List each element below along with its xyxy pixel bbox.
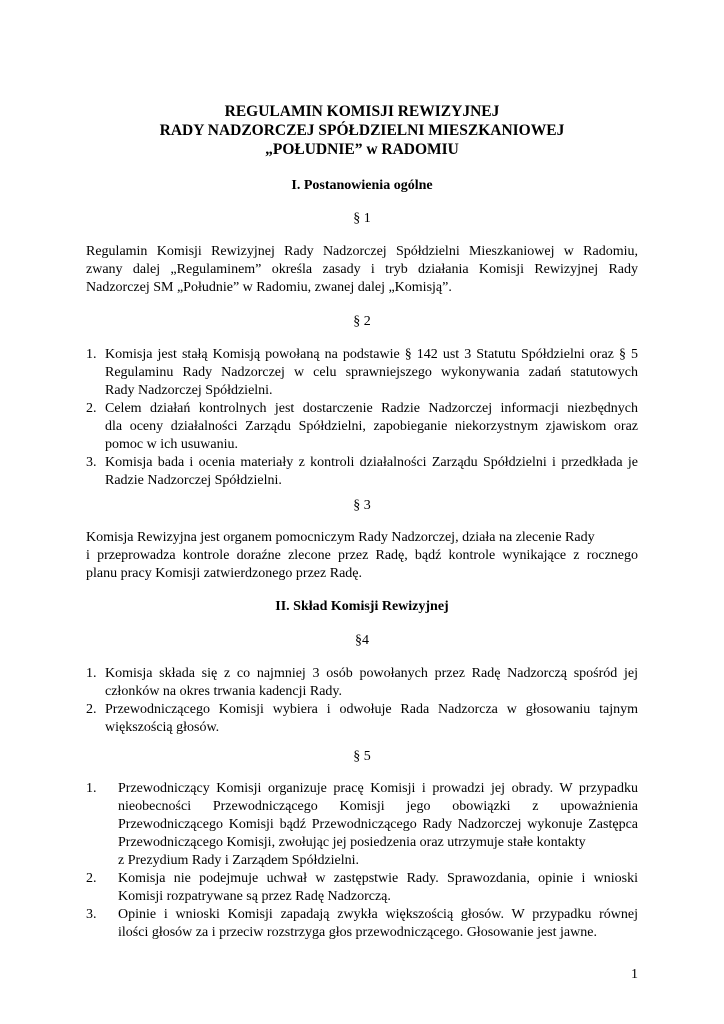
text-line: Komisja Rewizyjna jest organem pomocniczym Rady Nadzorczej, działa na zlecenie Rady	[86, 530, 595, 545]
list-number: 1.	[86, 781, 97, 796]
list-number: 3.	[86, 907, 97, 922]
paragraph-2-list	[86, 346, 638, 490]
list-number: 1.	[86, 666, 97, 681]
list-number: 2.	[86, 401, 97, 416]
paragraph-3-mark: § 3	[353, 498, 371, 513]
paragraph-5-list	[86, 780, 638, 942]
paragraph-2-mark: § 2	[353, 314, 371, 329]
text-line: Celem działań kontrolnych jest dostarczenie Radzie Nadzorczej informacji niezbędnych	[105, 401, 638, 416]
paragraph-4-mark: §4	[355, 633, 369, 648]
text-line: Komisja składa się z co najmniej 3 osób powołanych przez Radę Nadzorczą spośród jej	[105, 666, 638, 681]
text-line: Komisji rozpatrywane są przez Radę Nadzorczą.	[118, 889, 391, 904]
paragraph-1-mark: § 1	[353, 211, 371, 226]
paragraph-1-text	[86, 243, 638, 297]
title-line-3: „POŁUDNIE” w RADOMIU	[265, 141, 459, 158]
text-line: Regulaminu Rady Nadzorczej w celu sprawniejszego wykonywania zadań statutowych	[105, 365, 638, 380]
text-line: ilości głosów za i przeciw rozstrzyga głos przewodniczącego. Głosowanie jest jawne.	[118, 925, 597, 940]
document-title	[60, 102, 664, 159]
list-item	[86, 400, 638, 454]
text-line: i przeprowadza kontrole doraźne zlecone przez Radę, bądź kontrole wynikające z rocznego	[86, 548, 638, 563]
page-number: 1	[631, 967, 638, 982]
text-line: Komisja jest stałą Komisją powołaną na podstawie § 142 ust 3 Statutu Spółdzielni oraz § 5	[105, 347, 638, 362]
list-item	[86, 906, 638, 942]
text-line: z Prezydium Rady i Zarządem Spółdzielni.	[118, 853, 360, 868]
text-line: Przewodniczący Komisji organizuje pracę Komisji i prowadzi jej obrady. W przypadku	[118, 781, 638, 796]
paragraph-4-list	[86, 665, 638, 737]
text-line: Przewodniczącego Komisji bądź Przewodniczącego Rady Nadzorczej wykonuje Zastępca	[118, 817, 638, 832]
text-line: Regulamin Komisji Rewizyjnej Rady Nadzorczej Spółdzielni Mieszkaniowej w Radomiu,	[86, 244, 638, 259]
text-line: pomoc w ich usuwaniu.	[105, 437, 238, 452]
text-line: członków na okres trwania kadencji Rady.	[105, 684, 343, 699]
text-line: Komisja bada i ocenia materiały z kontroli działalności Zarządu Spółdzielni i przedkłada je	[105, 455, 638, 470]
title-line-1: REGULAMIN KOMISJI REWIZYJNEJ	[224, 103, 500, 120]
text-line: Przewodniczącego Komisji wybiera i odwołuje Rada Nadzorcza w głosowaniu tajnym	[105, 702, 638, 717]
text-line: Rady Nadzorczej Spółdzielni.	[105, 383, 273, 398]
list-number: 1.	[86, 347, 97, 362]
text-line: Przewodniczącego Komisji, zwołując jej posiedzenia oraz utrzymuje stałe kontakty	[118, 835, 586, 850]
text-line: dla oceny działalności Zarządu Spółdzielni, zapobieganie niekorzystnym zjawiskom oraz	[105, 419, 638, 434]
text-line: nieobecności Przewodniczącego Komisji jego obowiązki z upoważnienia	[118, 799, 638, 814]
text-line: Nadzorczej SM „Południe” w Radomiu, zwanej dalej „Komisją”.	[86, 280, 452, 295]
text-line: Opinie i wnioski Komisji zapadają zwykła większością głosów. W przypadku równej	[118, 907, 638, 922]
paragraph-3-text	[86, 529, 638, 583]
list-number: 2.	[86, 702, 97, 717]
list-item	[86, 701, 638, 737]
list-item	[86, 870, 638, 906]
paragraph-5-mark: § 5	[353, 749, 371, 764]
list-item	[86, 346, 638, 400]
section-1-heading: I. Postanowienia ogólne	[291, 178, 433, 193]
title-line-2: RADY NADZORCZEJ SPÓŁDZIELNI MIESZKANIOWEJ	[159, 122, 565, 139]
text-line: zwany dalej „Regulaminem” określa zasady i tryb działania Komisji Rewizyjnej Rady	[86, 262, 638, 277]
text-line: Komisja nie podejmuje uchwał w zastępstwie Rady. Sprawozdania, opinie i wnioski	[118, 871, 638, 886]
section-2-heading: II. Skład Komisji Rewizyjnej	[275, 599, 449, 614]
text-line: planu pracy Komisji zatwierdzonego przez Radę.	[86, 566, 363, 581]
text-line: Radzie Nadzorczej Spółdzielni.	[105, 473, 282, 488]
list-item	[86, 454, 638, 490]
list-item	[86, 665, 638, 701]
list-number: 2.	[86, 871, 97, 886]
list-item	[86, 780, 638, 870]
text-line: większością głosów.	[105, 720, 220, 735]
list-number: 3.	[86, 455, 97, 470]
